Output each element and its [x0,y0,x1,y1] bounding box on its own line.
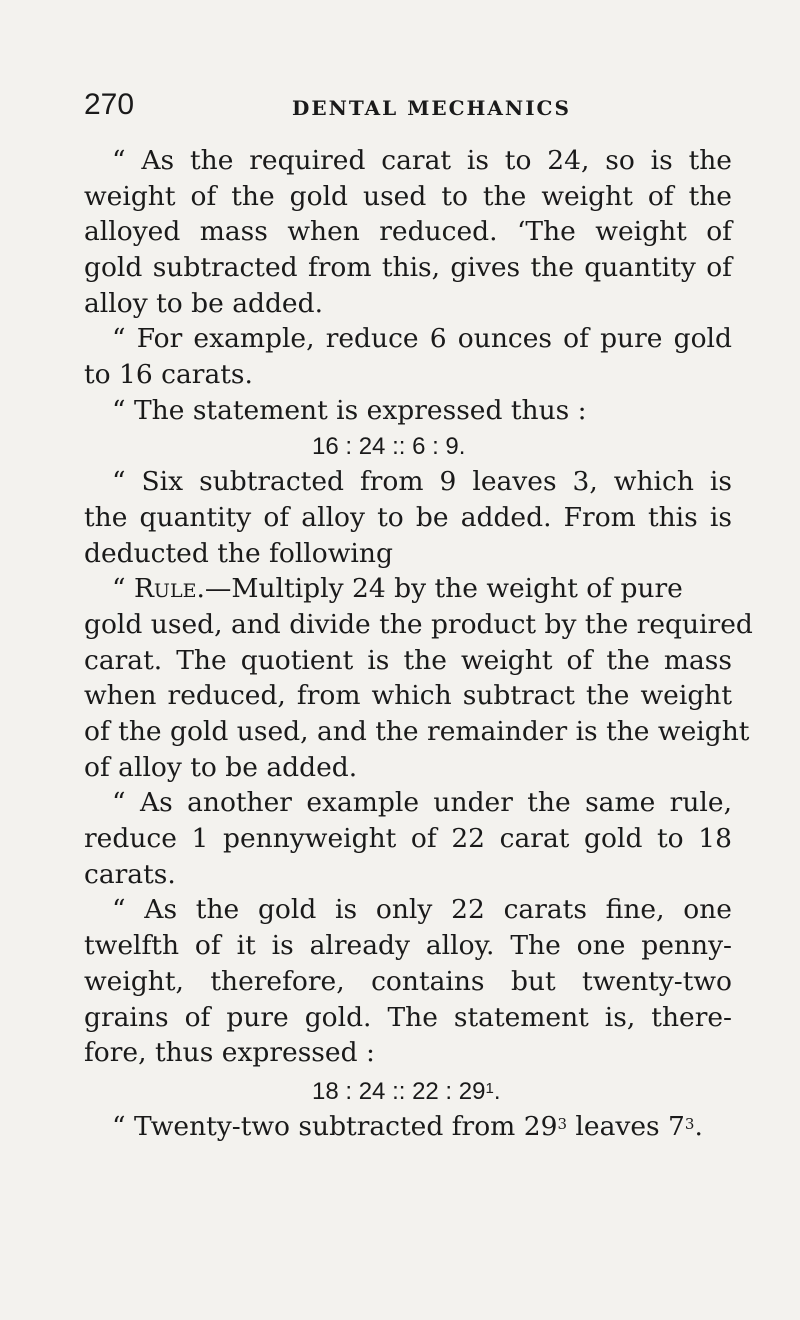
body-text [84,143,753,1142]
text-line: gold used, and divide the product by the required [84,608,753,640]
formula-line [84,1071,732,1107]
fraction-denominator: 3 [557,1114,567,1133]
formula-end: . [493,1077,501,1105]
text-line: fore, thus expressed : [84,1037,375,1069]
rule-text: .—Multiply 24 by the weight of pure [196,573,683,605]
formula-text: 18 : 24 :: 22 : 29 [312,1077,486,1105]
text-line: weight of the gold used to the weight of the [84,180,732,212]
text-line: weight, therefore, contains but twenty-two [84,965,732,997]
final-text: “ Twenty-two subtracted from 29 [112,1110,558,1142]
text-line: carats. [84,858,176,890]
final-text-end: leaves 7 [566,1110,685,1142]
text-line: “ As the gold is only 22 carats fine, one [112,894,732,926]
text-line: to 16 carats. [84,359,253,391]
text-line [84,571,732,607]
page-header [84,88,724,128]
text-line: gold subtracted from this, gives the quantity of [84,252,732,284]
text-line: grains of pure gold. The statement is, there- [84,1001,732,1033]
formula-line: 16 : 24 :: 6 : 9. [312,432,466,460]
rule-heading: Rule [133,573,197,605]
text-line: when reduced, from which subtract the weight [84,680,732,712]
text-line: twelfth of it is already alloy. The one penny- [84,930,732,962]
text-line: “ Six subtracted from 9 leaves 3, which is [112,466,732,498]
text-line: alloyed mass when reduced. ‘The weight of [84,216,732,248]
text-line: “ For example, reduce 6 ounces of pure gold [112,323,732,355]
text-line: of the gold used, and the remainder is the weight [84,716,750,747]
text-line: alloy to be added. [84,287,323,319]
fraction-numerator: 1 [485,1079,494,1097]
text-line: “ As the required carat is to 24, so is the [112,145,732,176]
text-line: carat. The quotient is the weight of the mass [84,644,732,676]
text-line: “ The statement is expressed thus : [112,394,587,426]
text-line: deducted the following [84,537,393,569]
running-head: DENTAL MECHANICS [292,96,571,120]
fraction-denominator: 3 [684,1114,695,1133]
text-line: of alloy to be added. [84,751,358,783]
page-number: 270 [84,88,135,121]
text-line: “ As another example under the same rule, [112,787,732,819]
quote-mark: “ [112,573,134,605]
text-line: “ Twenty-two subtracted from $29^3$ leaves $7^3$. [112,1110,703,1142]
text-line: reduce 1 pennyweight of 22 carat gold to 18 [84,823,732,855]
text-line: the quantity of alloy to be added. From this is [84,501,732,533]
